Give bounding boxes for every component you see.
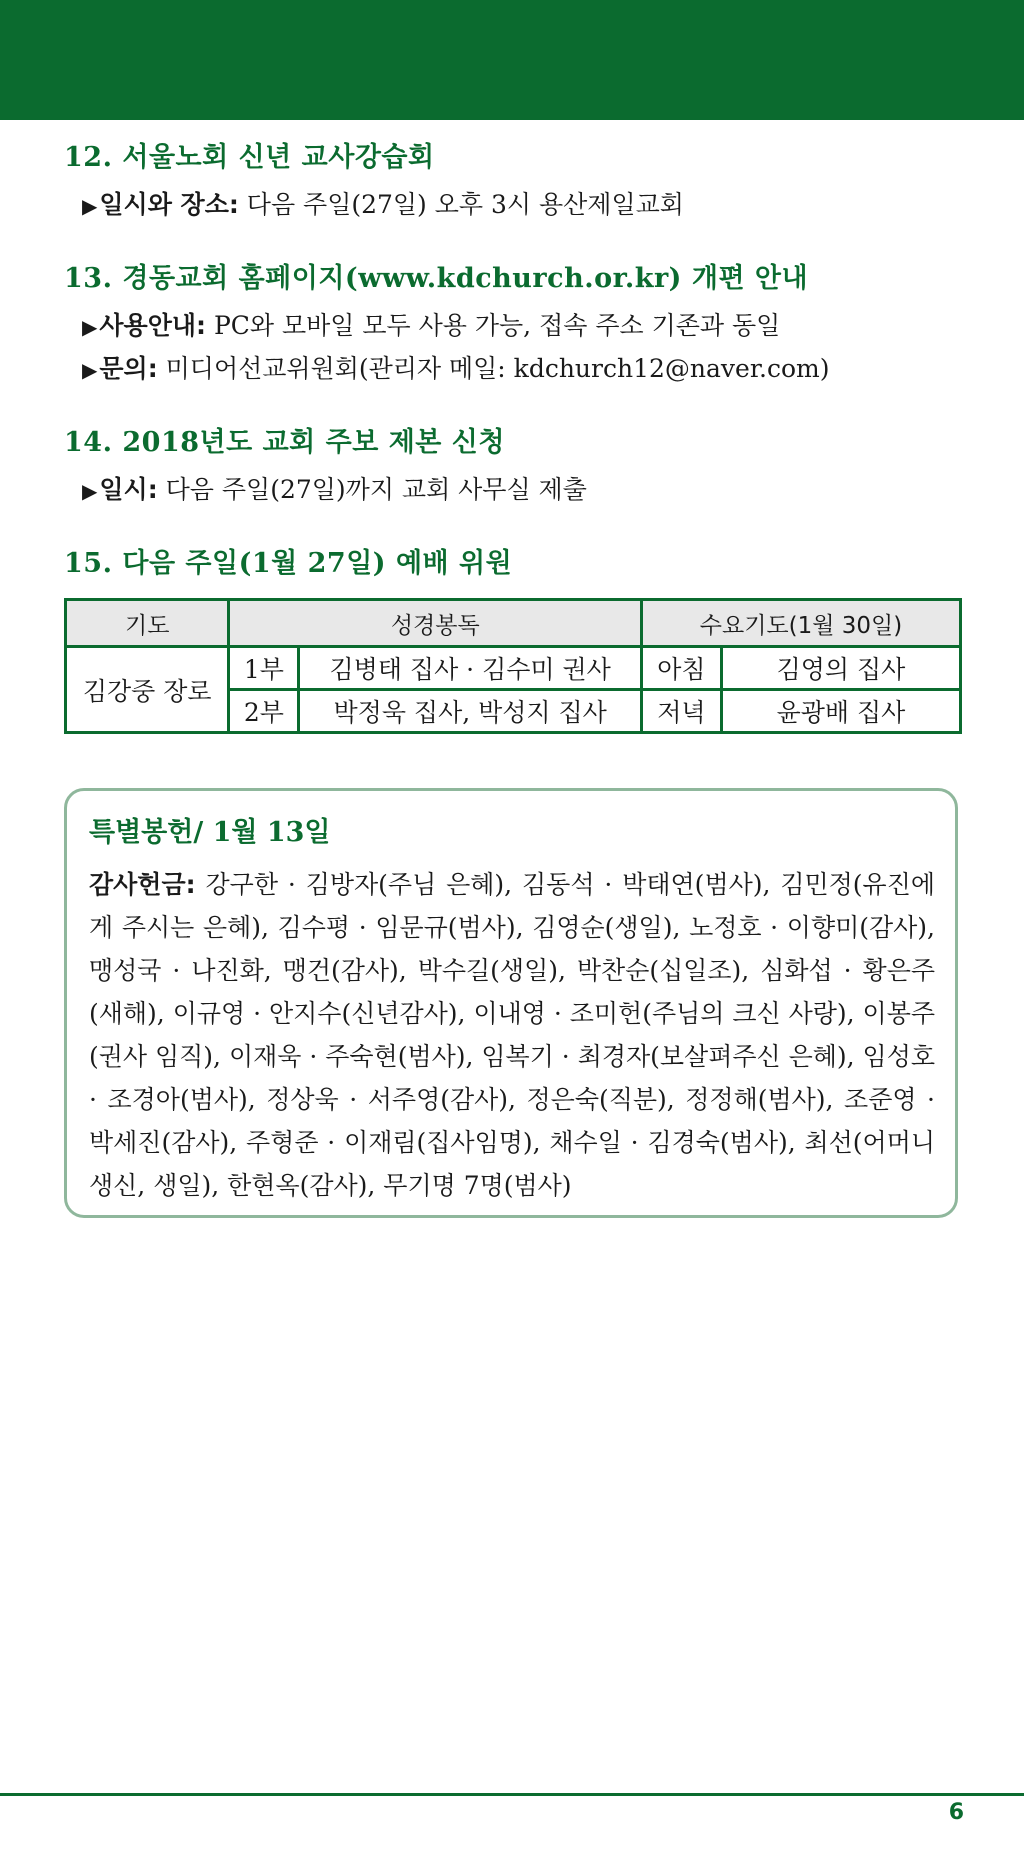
table-row [66,647,961,690]
item-label: 문의: [99,354,158,383]
time-cell: 저녁 [642,690,722,733]
worship-committee-table [64,598,962,734]
section-title: 12. 서울노회 신년 교사강습회 [64,142,435,173]
section-title: 15. 다음 주일(1월 27일) 예배 위원 [64,548,513,579]
page-number: 6 [948,1800,964,1825]
item-text: 미디어선교위원회(관리자 메일: kdchurch12@naver.com) [157,354,830,383]
triangle-bullet-icon: ▶ [82,479,98,503]
offering-label: 감사헌금: [89,870,196,899]
list-item [64,305,960,348]
item-label: 사용안내: [99,311,206,340]
section-14 [64,423,960,512]
offering-title: 특별봉헌/ 1월 13일 [89,817,331,848]
reader-cell: 박정욱 집사, 박성지 집사 [299,690,642,733]
offering-list [89,863,935,1207]
prayer-cell: 김강중 장로 [66,647,229,733]
list-item [64,348,960,391]
part-cell: 2부 [229,690,299,733]
item-label: 일시: [99,475,158,504]
wednesday-cell: 김영의 집사 [721,647,960,690]
section-15 [64,544,960,734]
section-title: 13. 경동교회 홈페이지(www.kdchurch.or.kr) 개편 안내 [64,263,809,294]
table-header-row [66,600,961,647]
section-title: 14. 2018년도 교회 주보 제본 신청 [64,427,505,458]
announcements [64,138,960,766]
list-item [64,469,960,512]
footer-divider [0,1793,1024,1796]
time-cell: 아침 [642,647,722,690]
item-label: 일시와 장소: [99,190,239,219]
item-text: 다음 주일(27일) 오후 3시 용산제일교회 [238,190,684,219]
section-13 [64,259,960,391]
header-bar [0,0,1024,120]
reader-cell: 김병태 집사 · 김수미 권사 [299,647,642,690]
triangle-bullet-icon: ▶ [82,315,98,339]
wednesday-cell: 윤광배 집사 [721,690,960,733]
part-cell: 1부 [229,647,299,690]
header-scripture-reading: 성경봉독 [229,600,642,647]
triangle-bullet-icon: ▶ [82,358,98,382]
special-offering-box [64,788,958,1218]
item-text: PC와 모바일 모두 사용 가능, 접속 주소 기존과 동일 [206,311,781,340]
header-wednesday-prayer: 수요기도(1월 30일) [642,600,961,647]
header-prayer: 기도 [66,600,229,647]
section-12 [64,138,960,227]
offering-names: 강구한 · 김방자(주님 은혜), 김동석 · 박태연(범사), 김민정(유진에게 주시는 은혜), 김수평 · 임문규(범사), 김영순(생일), 노정호 · 이향미(감사), 맹성국 · 나진화, 맹건(감사), 박수길(생일), 박찬순(십일조), 심화섭 · 황은주(새해), 이규영 · 안지수(신년감사), 이내영 · 조미헌(주님의 크신 사랑), 이봉주(권사 임직), 이재욱 · 주숙현(범사), 임복기 · 최경자(보살펴주신 은혜), 임성호 · 조경아(범사), 정상욱 · 서주영(감사), 정은숙(직분), 정정해(범사), 조준영 · 박세진(감사), 주형준 · 이재림(집사임명), 채수일 · 김경숙(범사), 최선(어머니 생신, 생일), 한현옥(감사), 무기명 7명(범사) [89,870,935,1200]
list-item [64,184,960,227]
item-text: 다음 주일(27일)까지 교회 사무실 제출 [157,475,587,504]
triangle-bullet-icon: ▶ [82,194,98,218]
